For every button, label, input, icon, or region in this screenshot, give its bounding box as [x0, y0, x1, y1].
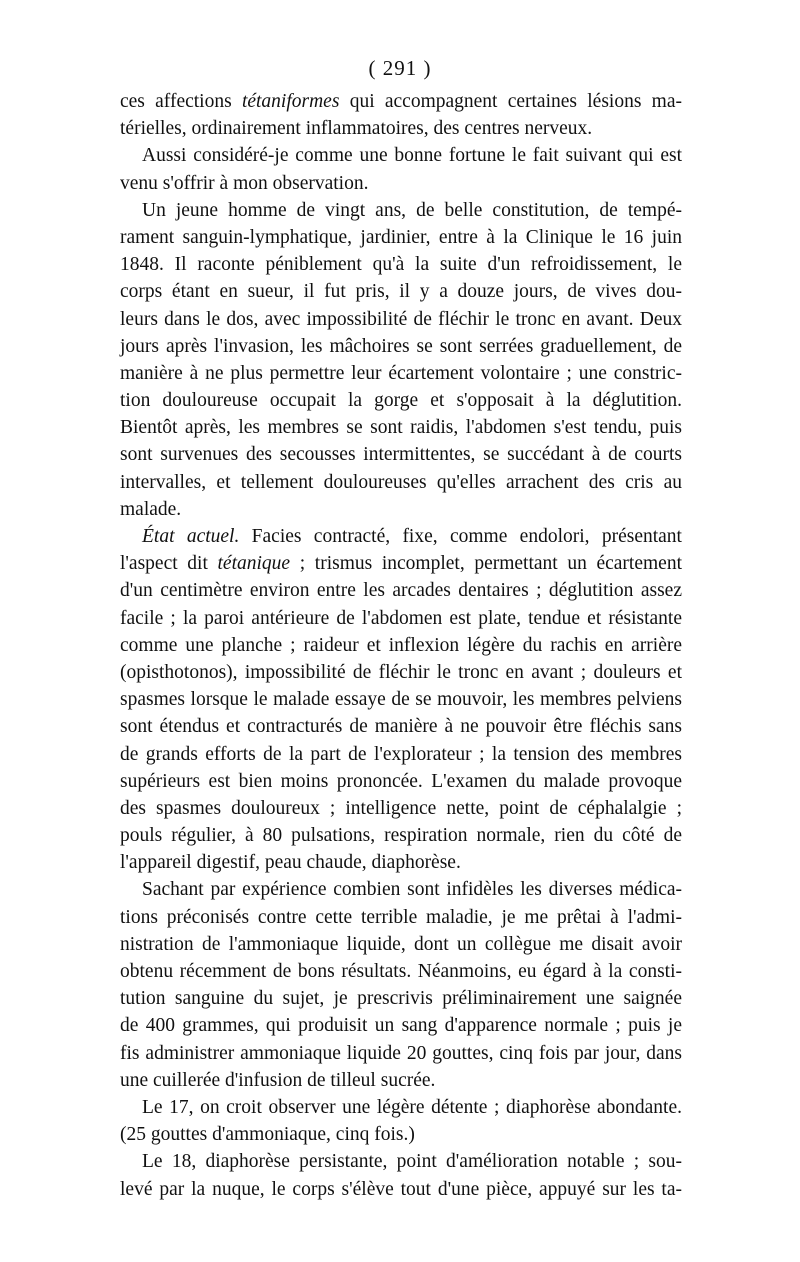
- text-line: [120, 142, 682, 169]
- line-text: (opisthotonos), impossibilité de fléchir le tronc en avant ; douleurs et: [120, 661, 682, 683]
- line-text: tion douloureuse occupait la gorge et s'opposait à la déglutition.: [120, 390, 682, 412]
- line-text: corps étant en sueur, il fut pris, il y a douze jours, de vives dou-: [120, 281, 682, 303]
- text-line: [120, 1176, 682, 1203]
- line-text: rament sanguin-lymphatique, jardinier, entre à la Clinique le 16 juin: [120, 226, 682, 248]
- line-text: térielles, ordinairement inflammatoires, des centres nerveux.: [120, 118, 593, 140]
- text-line: [120, 1067, 682, 1094]
- line-text: jours après l'invasion, les mâchoires se sont serrées graduellement, de: [120, 335, 682, 357]
- text-line: [120, 251, 682, 278]
- text-line: [120, 577, 682, 604]
- text-line: [120, 1121, 682, 1148]
- text-line: [120, 170, 682, 197]
- text-line: [120, 414, 682, 441]
- paragraph: [120, 1148, 682, 1202]
- text-line: [120, 904, 682, 931]
- text-line: [120, 550, 682, 577]
- text-line: [120, 741, 682, 768]
- page-number: ( 291 ): [368, 56, 432, 80]
- line-text: Aussi considéré-je comme une bonne fortune le fait suivant qui est: [142, 145, 682, 167]
- line-text: 1848. Il raconte péniblement qu'à la suite d'un refroidissement, le: [120, 254, 682, 276]
- text-line: [120, 659, 682, 686]
- text-line: [120, 1040, 682, 1067]
- italic-text: tétanique: [217, 553, 291, 575]
- line-text: l'appareil digestif, peau chaude, diaphorèse.: [120, 852, 461, 874]
- text-line: [120, 795, 682, 822]
- text-line: [120, 306, 682, 333]
- line-text: pouls régulier, à 80 pulsations, respiration normale, rien du côté de: [120, 825, 682, 847]
- text-line: [120, 985, 682, 1012]
- paragraph: [120, 197, 682, 523]
- line-text: de grands efforts de la part de l'explorateur ; la tension des membres: [120, 743, 682, 765]
- line-text: sont survenues des secousses intermittentes, se succédant à de courts: [120, 444, 682, 466]
- italic-text: État actuel.: [142, 526, 240, 547]
- italic-text: tétaniformes: [241, 91, 340, 112]
- text-line: [120, 88, 682, 115]
- line-text: d'un centimètre environ entre les arcades dentaires ; déglutition assez: [120, 580, 682, 602]
- line-text: comme une planche ; raideur et inflexion légère du rachis en arrière: [120, 634, 682, 656]
- line-text: Sachant par expérience combien sont infidèles les diverses médica-: [142, 879, 682, 901]
- line-text: supérieurs est bien moins prononcée. L'examen du malade provoque: [120, 770, 682, 792]
- text-line: [120, 876, 682, 903]
- text-line: [120, 224, 682, 251]
- paragraph: [120, 142, 682, 196]
- text-line: [120, 1094, 682, 1121]
- text-line: [120, 632, 682, 659]
- text-line: [120, 469, 682, 496]
- text-line: [120, 713, 682, 740]
- text-line: [120, 605, 682, 632]
- text-line: [120, 523, 682, 550]
- line-text: qui accompagnent certaines lésions ma-: [339, 91, 682, 112]
- paragraph: [120, 88, 682, 142]
- line-text: intervalles, et tellement douloureuses qu'elles arrachent des cris au: [120, 471, 682, 493]
- line-text: Bientôt après, les membres se sont raidis, l'abdomen s'est tendu, puis: [120, 417, 682, 439]
- line-text: venu s'offrir à mon observation.: [120, 172, 369, 194]
- text-line: [120, 849, 682, 876]
- text-line: [120, 768, 682, 795]
- line-text: Un jeune homme de vingt ans, de belle constitution, de tempé-: [142, 199, 682, 221]
- text-line: [120, 1012, 682, 1039]
- text-line: [120, 333, 682, 360]
- text-line: [120, 441, 682, 468]
- text-line: [120, 686, 682, 713]
- line-text: spasmes lorsque le malade essaye de se mouvoir, les membres pelviens: [120, 689, 682, 711]
- line-text: nistration de l'ammoniaque liquide, dont un collègue me disait avoir: [120, 933, 682, 955]
- text-line: [120, 822, 682, 849]
- text-line: [120, 1148, 682, 1175]
- line-text: tution sanguine du sujet, je prescrivis préliminairement une saignée: [120, 988, 682, 1010]
- text-line: [120, 197, 682, 224]
- paragraph: [120, 876, 682, 1094]
- line-text: Le 18, diaphorèse persistante, point d'amélioration notable ; sou-: [142, 1151, 682, 1173]
- text-line: [120, 278, 682, 305]
- line-text: une cuillerée d'infusion de tilleul sucrée.: [120, 1069, 436, 1091]
- paragraph: [120, 1094, 682, 1148]
- line-text: Le 17, on croit observer une légère détente ; diaphorèse abondante.: [142, 1096, 682, 1118]
- line-text: l'aspect dit: [120, 553, 218, 575]
- line-text: (25 gouttes d'ammoniaque, cinq fois.): [120, 1124, 415, 1146]
- line-text: facile ; la paroi antérieure de l'abdomen est plate, tendue et résistante: [120, 607, 682, 629]
- line-text: levé par la nuque, le corps s'élève tout d'une pièce, appuyé sur les ta-: [120, 1178, 682, 1200]
- text-line: [120, 360, 682, 387]
- line-text: ; trismus incomplet, permettant un écartement: [290, 553, 682, 575]
- line-text: manière à ne plus permettre leur écartement volontaire ; une constric-: [120, 362, 682, 384]
- text-line: [120, 115, 682, 142]
- line-text: obtenu récemment de bons résultats. Néanmoins, eu égard à la consti-: [120, 961, 682, 982]
- line-text: leurs dans le dos, avec impossibilité de fléchir le tronc en avant. Deux: [120, 308, 682, 330]
- paragraph: [120, 523, 682, 876]
- line-text: malade.: [120, 498, 182, 520]
- body-text: [120, 88, 682, 1203]
- text-line: [120, 931, 682, 958]
- line-text: Facies contracté, fixe, comme endolori, présentant: [239, 526, 682, 547]
- line-text: ces affections: [120, 91, 242, 112]
- line-text: tions préconisés contre cette terrible maladie, je me prêtai à l'admi-: [120, 906, 682, 928]
- line-text: fis administrer ammoniaque liquide 20 gouttes, cinq fois par jour, dans: [120, 1042, 682, 1064]
- text-line: [120, 496, 682, 523]
- text-line: [120, 958, 682, 985]
- line-text: des spasmes douloureux ; intelligence nette, point de céphalalgie ;: [120, 797, 682, 819]
- line-text: sont étendus et contracturés de manière à ne pouvoir être fléchis sans: [120, 716, 682, 738]
- line-text: de 400 grammes, qui produisit un sang d'apparence normale ; puis je: [120, 1015, 682, 1037]
- text-line: [120, 387, 682, 414]
